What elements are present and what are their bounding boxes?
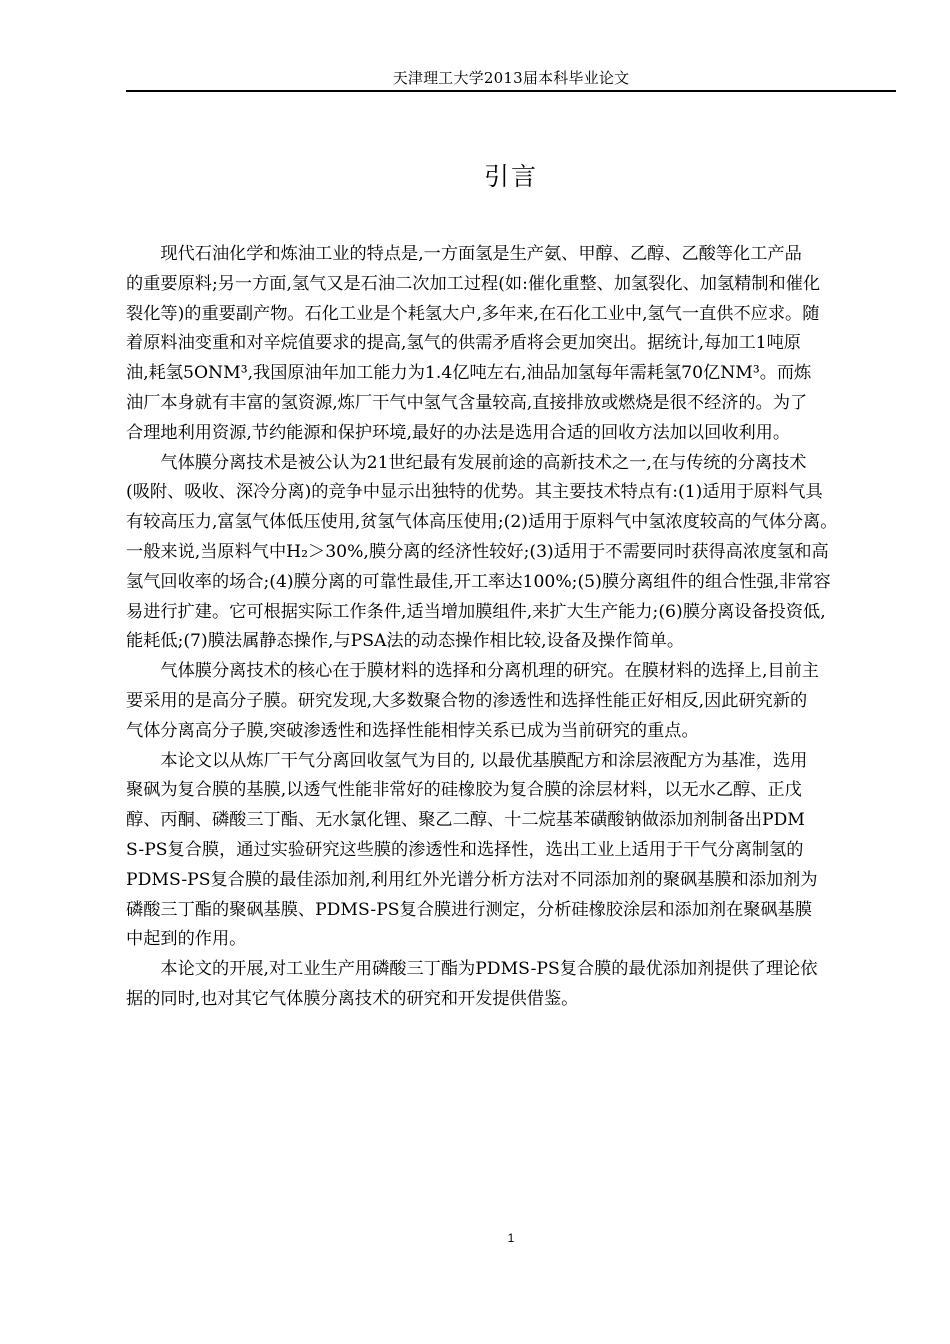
paragraph-2: [126, 449, 898, 658]
paragraph-line: 现代石油化学和炼油工业的特点是,一方面氢是生产氨、甲醇、乙醇、乙酸等化工产品: [160, 244, 802, 264]
paragraph-line: 要采用的是高分子膜。研究发现,大多数聚合物的渗透性和选择性能正好相反,因此研究新的: [126, 690, 808, 711]
paragraph-line: S-PS复合膜，通过实验研究这些膜的渗透性和选择性，选出工业上适用于干气分离制氢的: [126, 839, 804, 860]
paragraph-line: (吸附、吸收、深冷分离)的竞争中显示出独特的优势。其主要技术特点有:(1)适用于原料气具: [126, 482, 823, 503]
paragraph-line: 气体膜分离技术是被公认为21世纪最有发展前途的高新技术之一,在与传统的分离技术: [160, 452, 807, 473]
paragraph-line: 能耗低;(7)膜法属静态操作,与PSA法的动态操作相比较,设备及操作简单。: [126, 631, 685, 652]
paragraph-line: 醇、丙酮、磷酸三丁酯、无水氯化锂、聚乙二醇、十二烷基苯磺酸钠做添加剂制备出PDM: [126, 810, 805, 831]
paragraph-3: [126, 657, 898, 746]
paragraph-line: 中起到的作用。: [126, 929, 247, 950]
paragraph-line: 合理地利用资源,节约能源和保护环境,最好的办法是选用合适的回收方法加以回收利用。: [126, 422, 791, 443]
paragraph-line: 本论文的开展,对工业生产用磷酸三丁酯为PDMS-PS复合膜的最优添加剂提供了理论依: [160, 959, 818, 980]
body-text: [126, 240, 898, 1015]
paragraph-line: 氢气回收率的场合;(4)膜分离的可靠性最佳,开工率达100%;(5)膜分离组件的组合性强,非常容: [126, 571, 831, 592]
paragraph-line: 据的同时,也对其它气体膜分离技术的研究和开发提供借鉴。: [126, 988, 579, 1009]
paragraph-line: 聚砜为复合膜的基膜,以透气性能非常好的硅橡胶为复合膜的涂层材料，以无水乙醇、正戊: [126, 780, 802, 801]
paragraph-line: 油厂本身就有丰富的氢资源,炼厂干气中氢气含量较高,直接排放或燃烧是很不经济的。为了: [126, 392, 808, 413]
page-number: 1: [507, 1231, 515, 1245]
paragraph-line: 裂化等)的重要副产物。石化工业是个耗氢大户,多年来,在石化工业中,氢气一直供不应求。随: [126, 303, 820, 324]
section-title: 引言: [483, 162, 538, 191]
paragraph-4: [126, 747, 898, 956]
header-divider: [126, 90, 896, 92]
paragraph-5: [126, 955, 898, 1015]
paragraph-line: 气体分离高分子膜,突破渗透性和选择性能相悖关系已成为当前研究的重点。: [126, 720, 699, 741]
paragraph-line: 易进行扩建。它可根据实际工作条件,适当增加膜组件,来扩大生产能力;(6)膜分离设备投资低,: [126, 601, 826, 622]
paragraph-1: [126, 240, 898, 449]
paragraph-line: PDMS-PS复合膜的最佳添加剂,利用红外光谱分析方法对不同添加剂的聚砜基膜和添加剂为: [126, 869, 818, 890]
paragraph-line: 有较高压力,富氢气体低压使用,贫氢气体高压使用;(2)适用于原料气中氢浓度较高的气体分离。: [126, 512, 838, 533]
paragraph-line: 的重要原料;另一方面,氢气又是石油二次加工过程(如:催化重整、加氢裂化、加氢精制和催化: [126, 273, 821, 294]
paragraph-line: 着原料油变重和对辛烷值要求的提高,氢气的供需矛盾将会更加突出。据统计,每加工1吨原: [126, 333, 801, 354]
paragraph-line: 一般来说,当原料气中H₂＞30%,膜分离的经济性较好;(3)适用于不需要同时获得高浓度氢和高: [126, 541, 829, 562]
running-header: 天津理工大学2013届本科毕业论文: [392, 69, 630, 87]
paragraph-line: 气体膜分离技术的核心在于膜材料的选择和分离机理的研究。在膜材料的选择上,目前主: [160, 661, 819, 682]
paragraph-line: 磷酸三丁酯的聚砜基膜、PDMS-PS复合膜进行测定，分析硅橡胶涂层和添加剂在聚砜基膜: [126, 899, 813, 920]
paragraph-line: 本论文以从炼厂干气分离回收氢气为目的, 以最优基膜配方和涂层液配方为基准，选用: [160, 750, 808, 771]
paragraph-line: 油,耗氢5ONM³,我国原油年加工能力为1.4亿吨左右,油品加氢每年需耗氢70亿NM³。而炼: [126, 363, 812, 384]
